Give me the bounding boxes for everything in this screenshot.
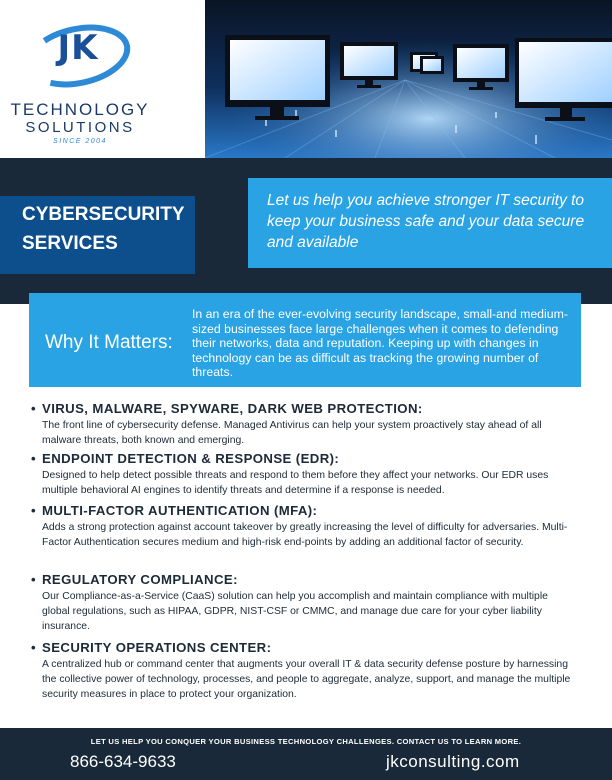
service-description: Adds a strong protection against account takeover by greatly increasing the level of difficulty for adversaries. Multi-Factor Authentication secures medium and high-risk end-points by adding an additional factor of security. — [42, 522, 568, 548]
bullet-icon: • — [31, 503, 37, 518]
service-description: A centralized hub or command center that augments your overall IT & data security defense posture by harnessing the collective power of technology, processes, and people to aggregate, analyze, support, and manage the multiple security measures in place to protect your organization. — [42, 659, 571, 700]
service-item — [31, 451, 571, 498]
logo — [0, 0, 205, 158]
service-item — [31, 503, 571, 550]
page-title-line1: CYBERSECURITY — [22, 204, 185, 225]
bullet-icon: • — [31, 572, 37, 587]
service-item — [31, 640, 571, 702]
logo-text-technology: TECHNOLOGY — [10, 100, 150, 119]
page-title-line2: SERVICES — [22, 233, 118, 254]
phone-number[interactable]: 866-634-9633 — [70, 752, 176, 771]
website-link[interactable]: jkconsulting.com — [386, 752, 520, 771]
logo-monogram: JK — [57, 28, 99, 68]
service-description: The front line of cybersecurity defense. Managed Antivirus can help your system proactively stay ahead of all malware threats, both known and emerging. — [42, 420, 542, 446]
service-title: SECURITY OPERATIONS CENTER: — [42, 640, 272, 655]
logo-text-solutions: SOLUTIONS — [25, 119, 135, 136]
bullet-icon: • — [31, 401, 37, 416]
service-title: VIRUS, MALWARE, SPYWARE, DARK WEB PROTECTION: — [42, 401, 423, 416]
service-title: REGULATORY COMPLIANCE: — [42, 572, 238, 587]
page-title — [22, 200, 192, 258]
service-title: MULTI-FACTOR AUTHENTICATION (MFA): — [42, 503, 318, 518]
why-it-matters-heading: Why It Matters: — [45, 332, 173, 353]
computer-monitors-photo — [205, 0, 612, 158]
logo-since: SINCE 2004 — [53, 138, 107, 145]
service-item — [31, 401, 571, 448]
service-title: ENDPOINT DETECTION & RESPONSE (EDR): — [42, 451, 340, 466]
tagline: Let us help you achieve stronger IT security to keep your business safe and your data secure and available — [267, 192, 585, 251]
service-item — [31, 572, 571, 634]
service-description: Our Compliance-as-a-Service (CaaS) solution can help you accomplish and maintain compliance with multiple global regulations, such as HIPAA, GDPR, NIST-CSF or CMMC, and manage due care for your cyber liability insurance. — [42, 591, 548, 632]
hero-image — [205, 0, 612, 158]
why-it-matters-body: In an era of the ever-evolving security landscape, small-and medium-sized businesses face large challenges when it comes to defending their networks, data and reputation. Keeping up with changes in technology can be as difficult as tracking the growing number of threats. — [192, 307, 568, 379]
footer-cta: LET US HELP YOU CONQUER YOUR BUSINESS TECHNOLOGY CHALLENGES. CONTACT US TO LEARN MORE. — [90, 737, 522, 746]
bullet-icon: • — [31, 451, 37, 466]
service-description: Designed to help detect possible threats and respond to them before they affect your networks. Our EDR uses multiple behavioral AI engines to identify threats and determine if a response is needed. — [42, 470, 549, 496]
bullet-icon: • — [31, 640, 37, 655]
